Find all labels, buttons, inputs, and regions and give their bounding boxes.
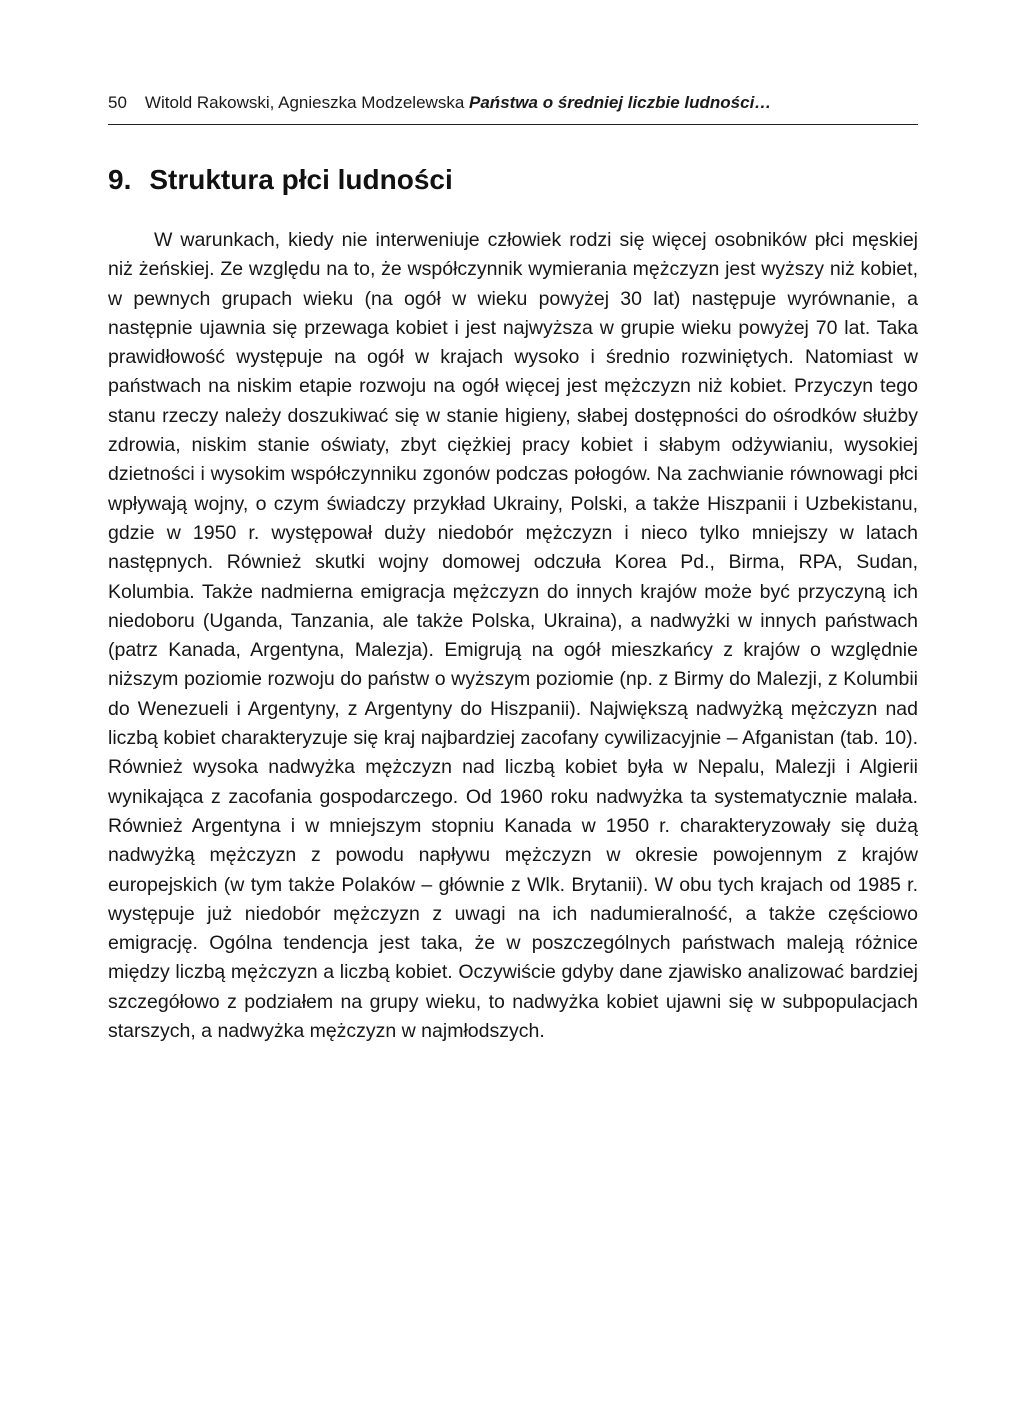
section-number: 9. <box>108 164 132 195</box>
header-authors: Witold Rakowski, Agnieszka Modzelewska <box>144 93 465 112</box>
section-heading <box>108 158 918 202</box>
header-book-title: Państwa o średniej liczbie ludności… <box>469 93 772 112</box>
section-title: Struktura płci ludności <box>149 164 453 195</box>
running-header <box>108 88 918 124</box>
body-paragraph: W warunkach, kiedy nie interweniuje człowiek rodzi się więcej osobników płci męskiej niż żeńskiej. Ze względu na to, że współczynnik wymierania mężczyzn jest wyższy niż kobiet, w pewnych grupach wieku (na ogół w wieku powyżej 30 lat) następuje wyrównanie, a następnie ujawnia się przewaga kobiet i jest najwyższa w grupie wieku powyżej 70 lat. Taka prawidłowość występuje na ogół w krajach wysoko i średnio rozwiniętych. Natomiast w państwach na niskim etapie rozwoju na ogół więcej jest mężczyzn niż kobiet. Przyczyn tego stanu rzeczy należy doszukiwać się w stanie higieny, słabej dostępności do ośrodków służby zdrowia, niskim stanie oświaty, zbyt ciężkiej pracy kobiet i słabym odżywianiu, wysokiej dzietności i wysokim współczynniku zgonów podczas połogów. Na zachwianie równowagi płci wpływają wojny, o czym świadczy przykład Ukrainy, Polski, a także Hiszpanii i Uzbekistanu, gdzie w 1950 r. występował duży niedobór mężczyzn i nieco tylko mniejszy w latach następnych. Również skutki wojny domowej odczuła Korea Pd., Birma, RPA, Sudan, Kolumbia. Także nadmierna emigracja mężczyzn do innych krajów może być przyczyną ich niedoboru (Uganda, Tanzania, ale także Polska, Ukraina), a nadwyżki w innych państwach (patrz Kanada, Argentyna, Malezja). Emigrują na ogół mieszkańcy z krajów o względnie niższym poziomie rozwoju do państw o wyższym poziomie (np. z Birmy do Malezji, z Kolumbii do Wenezueli i Argentyny, z Argentyny do Hiszpanii). Największą nadwyżką mężczyzn nad liczbą kobiet charakteryzuje się kraj najbardziej zacofany cywilizacyjnie – Afganistan (tab. 10). Również wysoka nadwyżka mężczyzn nad liczbą kobiet była w Nepalu, Malezji i Algierii wynikająca z zacofania gospodarczego. Od 1960 roku nadwyżka ta systematycznie malała. Również Argentyna i w mniejszym stopniu Kanada w 1950 r. charakteryzowały się dużą nadwyżką mężczyzn z powodu napływu mężczyzn w okresie powojennym z krajów europejskich (w tym także Polaków – głównie z Wlk. Brytanii). W obu tych krajach od 1985 r. występuje już niedobór mężczyzn z uwagi na ich nadumieralność, a także częściowo emigrację. Ogólna tendencja jest taka, że w poszczególnych państwach maleją różnice między liczbą mężczyzn a liczbą kobiet. Oczywiście gdyby dane zjawisko analizować bardziej szczegółowo z podziałem na grupy wieku, to nadwyżka kobiet ujawni się w subpopulacjach starszych, a nadwyżka mężczyzn w najmłodszych. <box>108 229 918 1043</box>
page-number: 50 <box>108 93 127 112</box>
header-divider <box>108 124 918 125</box>
